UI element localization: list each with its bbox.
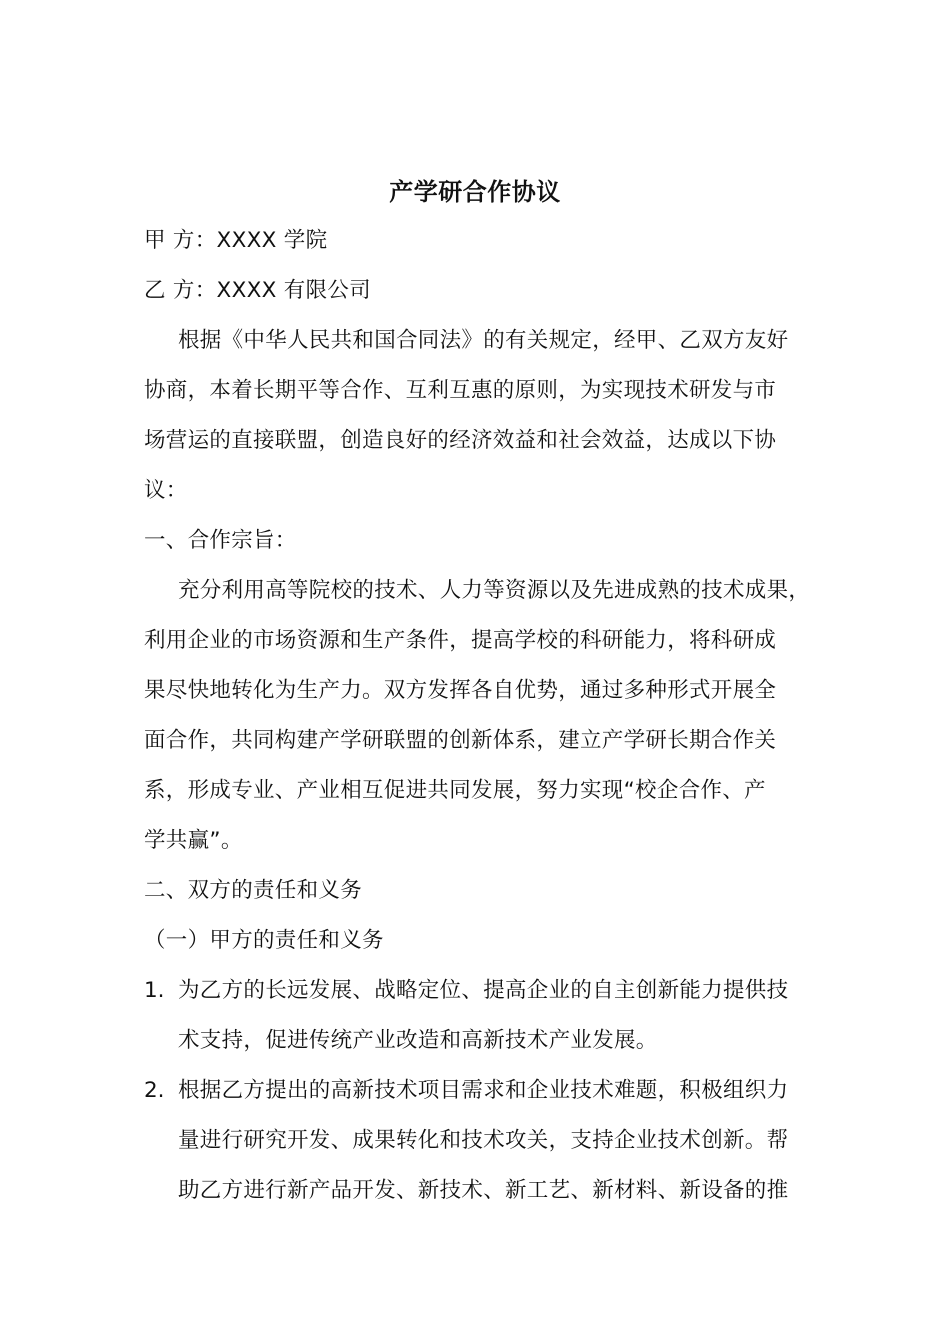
party-b: 乙 方：XXXX 有限公司 xyxy=(144,278,371,303)
section1-line: 充分利用高等院校的技术、人力等资源以及先进成熟的技术成果， xyxy=(178,578,811,603)
section1-heading: 一、合作宗旨： xyxy=(144,528,297,553)
preamble-line: 场营运的直接联盟，创造良好的经济效益和社会效益，达成以下协 xyxy=(144,428,777,453)
section2-heading: 二、双方的责任和义务 xyxy=(144,878,363,903)
item-line: 量进行研究开发、成果转化和技术攻关，支持企业技术创新。帮 xyxy=(178,1128,789,1153)
section1-line: 面合作，共同构建产学研联盟的创新体系，建立产学研长期合作关 xyxy=(144,728,777,753)
document-title: 产学研合作协议 xyxy=(389,178,561,206)
section1-line: 果尽快地转化为生产力。双方发挥各自优势，通过多种形式开展全 xyxy=(144,678,777,703)
section1-line: 学共赢”。 xyxy=(144,828,243,853)
item-line: 助乙方进行新产品开发、新技术、新工艺、新材料、新设备的推 xyxy=(178,1178,789,1203)
item-line: 术支持，促进传统产业改造和高新技术产业发展。 xyxy=(178,1028,658,1053)
section1-line: 系，形成专业、产业相互促进共同发展，努力实现“校企合作、产 xyxy=(144,778,766,803)
preamble-line: 协商，本着长期平等合作、互利互惠的原则，为实现技术研发与市 xyxy=(144,378,777,403)
item-line: 根据乙方提出的高新技术项目需求和企业技术难题，积极组织力 xyxy=(178,1078,789,1103)
item-number: 2. xyxy=(144,1078,165,1103)
subsection1-heading: （一）甲方的责任和义务 xyxy=(144,928,384,953)
item-number: 1. xyxy=(144,978,165,1003)
item-line: 为乙方的长远发展、战略定位、提高企业的自主创新能力提供技 xyxy=(178,978,789,1003)
preamble-line: 议： xyxy=(144,478,188,503)
preamble-line: 根据《中华人民共和国合同法》的有关规定，经甲、乙双方友好 xyxy=(178,328,789,353)
section1-line: 利用企业的市场资源和生产条件，提高学校的科研能力，将科研成 xyxy=(144,628,777,653)
party-a: 甲 方：XXXX 学院 xyxy=(144,228,328,253)
